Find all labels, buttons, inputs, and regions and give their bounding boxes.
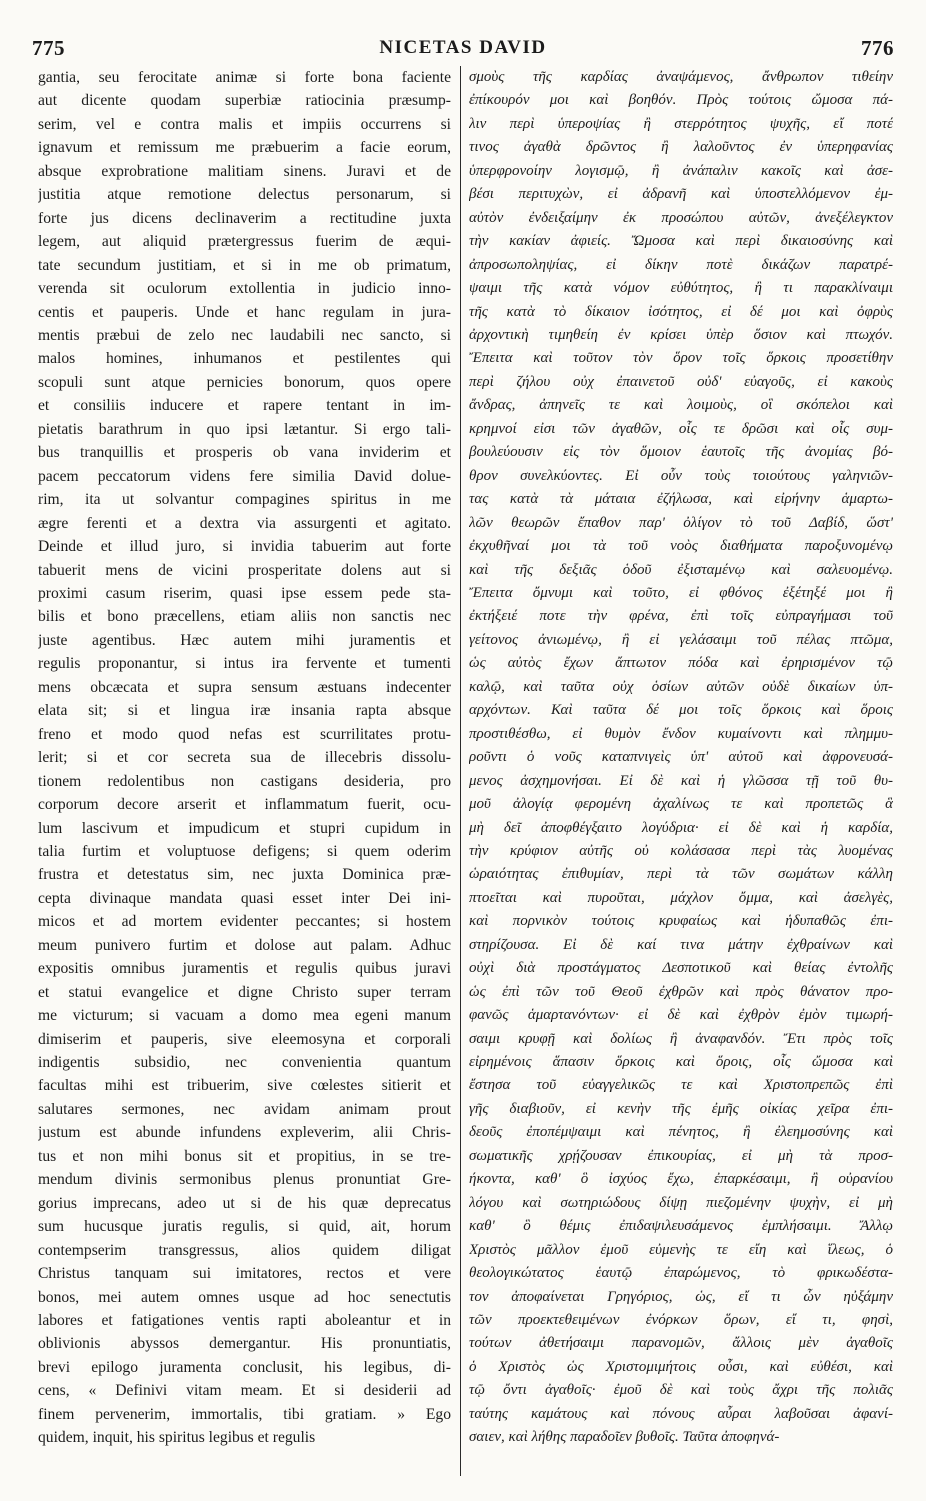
greek-text-line: λῶν θεωρῶν ἔπαθον παρ' ὀλίγον τὸ τοῦ Δαβίδ, ὥστ'	[469, 514, 893, 531]
latin-text-line: mentis præbui de zelo nec laudabili nec sancto, si	[38, 326, 451, 344]
greek-text-line: μοῦ ἀλογίᾳ φερομένη ἀχαλίνως τε καὶ προπετῶς ἃ	[469, 796, 893, 813]
greek-text-line: οὐχὶ διὰ προστάγματος Δεσποτικοῦ καὶ θείας ἐντολῆς	[469, 960, 893, 977]
latin-text-line: pacem peccatorum videns fere similia David dolue-	[38, 467, 451, 485]
greek-text-line: καὶ τῆς δεξιᾶς ὁδοῦ ἐξισταμένῳ καὶ σαλευομένῳ.	[469, 561, 893, 578]
latin-text-line: sum hucusque juratis regulis, si quid, ait, horum	[38, 1218, 451, 1236]
latin-text-line: salutares sermones, nec avidam animam prout	[38, 1100, 451, 1118]
latin-text-line: dimiserim et pauperis, sive eleemosyna et corporali	[38, 1030, 451, 1048]
greek-text-line: μὴ δεῖ ἀποφθέγξαιτο λογύδρια· εἰ δὲ καὶ ἡ καρδία,	[469, 819, 893, 836]
greek-text-line: τὴν κακίαν ἀφιείς. Ὤμοσα καὶ περὶ δικαιοσύνης καὶ	[469, 233, 893, 250]
greek-text-line: εἰρημένοις ἅπασιν ὅρκοις καὶ ὅροις, οἷς ὤμοσα καὶ	[469, 1054, 893, 1071]
greek-text-line: στηρίζουσα. Εἰ δὲ καί τινα μάτην ἐχθραίνων καὶ	[469, 936, 893, 953]
greek-text-line: Ἔπειτα καὶ τοῦτον τὸν ὅρον τοῖς ὅρκοις προσετίθην	[469, 350, 893, 367]
latin-text-line: scopuli sunt atque pernicies bonorum, quos opere	[38, 373, 451, 391]
greek-text-line: ὁ Χριστὸς ὡς Χριστομιμήτοις οὖσι, καὶ εὐθέσι, καὶ	[469, 1358, 893, 1375]
greek-text-line: ὑπερφρονοίην λογισμῷ, ἢ ἀνάπαλιν κακοῖς καὶ ἀσε-	[469, 162, 893, 179]
latin-text-line: forte jus dicens declinaverim a rectitudine juxta	[38, 209, 451, 227]
greek-text-line: ταύτης καμάτους καὶ πόνους αὖραι λαβοῦσαι ἀφανί-	[469, 1405, 893, 1422]
greek-text-line: ψαιμι τῆς κατὰ νόμον εὐθύτητος, ἢ τι παρακλίναιμι	[469, 280, 893, 297]
greek-text-line: ἀρχοντικὴ τιμηθείη ἐν κρίσει ὑπὲρ ὅσιον καὶ πτωχόν.	[469, 326, 893, 343]
latin-text-line: centis et pauperis. Unde et hanc regulam in jura-	[38, 303, 451, 321]
greek-column	[469, 66, 893, 1450]
latin-text-line: malos homines, inhumanos et pestilentes qui	[38, 350, 451, 368]
greek-text-line: βέσι περιτυχὼν, εἰ ἀδρανῆ καὶ ὑποστελλόμενον ἐμ-	[469, 186, 893, 203]
greek-text-line: κρημνοί εἰσι τῶν ἀγαθῶν, οἷς τε δρῶσι καὶ οἷς συμ-	[469, 420, 893, 437]
latin-text-line: Deinde et illud juro, si invidia tabuerim aut forte	[38, 538, 451, 556]
greek-text-line: προστιθέσθω, εἰ θυμὸν ἔνδον κυμαίνοντι καὶ πλημμυ-	[469, 725, 893, 742]
greek-text-line: λιν περὶ ὑπεροψίας ἢ στερρότητος ψυχῆς, εἴ ποτέ	[469, 115, 893, 132]
latin-text-line: rim, ita ut solvantur compagines spiritus in me	[38, 491, 451, 509]
latin-text-line: corporum decore arserit et inflammatum fuerit, ocu-	[38, 796, 451, 814]
greek-text-line: ἐπίκουρόν μοι καὶ βοηθόν. Πρὸς τούτοις ὤμοσα πά-	[469, 92, 893, 109]
greek-text-line: τας κατὰ τὰ μάταια ἐζήλωσα, καὶ εἰρήνην ἁμαρτω-	[469, 491, 893, 508]
latin-text-line: expositis omnibus juramentis et regulis quibus juravi	[38, 960, 451, 978]
greek-text-line: τῷ ὄντι ἀγαθοῖς· ἐμοῦ δὲ καὶ τοὺς ἄχρι τῆς πολιᾶς	[469, 1382, 893, 1399]
latin-text-line: serim, vel e contra malis et impiis occurrens si	[38, 115, 451, 133]
latin-text-line: justum est abunde infundens expleverim, alii Chris-	[38, 1124, 451, 1142]
greek-text-line: τὴν κρύφιον αὐτῆς οὐ κολάσασα περὶ τὰς λυομένας	[469, 842, 893, 859]
greek-text-line: ὡς ἐπὶ τῶν τοῦ Θεοῦ ἐχθρῶν καὶ πρὸς θάνατον προ-	[469, 983, 893, 1000]
greek-text-line: λόγου καὶ σωτηριώδους δίψῃ πιεζομένην ψυχὴν, εἰ μὴ	[469, 1194, 893, 1211]
greek-text-line: Χριστὸς μᾶλλον ἐμοῦ εὐμενὴς τε εἴη καὶ ἵλεως, ὁ	[469, 1241, 893, 1258]
latin-text-line: proximi casum riserim, quasi ipse essem pede sta-	[38, 584, 451, 602]
right-page-number: 776	[860, 35, 894, 60]
greek-text-line: βουλεύουσιν εἰς τὸν ὅμοιον ἑαυτοῖς τῆς ἀνομίας βό-	[469, 444, 893, 461]
latin-text-line: Christus tanquam sui imitatores, rectos et vere	[38, 1265, 451, 1283]
running-title: NICETAS DAVID	[379, 37, 547, 58]
latin-text-line: tate secundum justitiam, et si in me ob primatum,	[38, 256, 451, 274]
latin-text-line: oblivionis abyssos demergantur. His pronuntiatis,	[38, 1335, 451, 1353]
greek-text-line: σμοὺς τῆς καρδίας ἀναψάμενος, ἄνθρωπον τιθείην	[469, 69, 893, 85]
greek-text-line: ὡς αὐτὸς ἔχων ἄπτωτον πόδα καὶ ἐρηρισμένον τῷ	[469, 655, 893, 672]
latin-text-line: micos et ad mortem evidenter peccantes; si hostem	[38, 913, 451, 931]
latin-text-line: cepta divinaque mandata quasi esset inter Dei ini-	[38, 889, 451, 907]
column-divider	[460, 66, 461, 1476]
greek-text-line: καθ' ὃ θέμις ἐπιδαψιλευσάμενος ἐμπλήσαιμι. Ἄλλῳ	[469, 1218, 893, 1235]
latin-text-line: mendum divinis sermonibus plenus pronuntiat Gre-	[38, 1171, 451, 1189]
latin-text-line: verenda sit oculorum extollentia in judicio inno-	[38, 280, 451, 298]
latin-text-line: meum punivero furtim et dolose aut palam. Adhuc	[38, 936, 451, 954]
greek-text-line: ἐκχυθῆναί μοι τὰ τοῦ νοὸς διαθήματα παροξυνομένῳ	[469, 538, 893, 555]
left-page-number: 775	[32, 35, 65, 60]
latin-text-line: frustra et detestatus sim, nec juxta Dominica præ-	[38, 866, 451, 884]
greek-text-line: τῆς κατὰ τὸ δίκαιον ἰσότητος, εἰ δέ μοι καὶ ὀφρὺς	[469, 303, 893, 320]
greek-text-line: Ἔπειτα ὄμνυμι καὶ τοῦτο, εἰ φθόνος ἐξέτηξέ μοι ἢ	[469, 584, 893, 601]
latin-text-line: gantia, seu ferocitate animæ si forte bona faciente	[38, 69, 451, 86]
greek-text-line: τινος ἀγαθὰ δρῶντος ἢ λαλοῦντος ἐν ὑπερηφανίας	[469, 139, 893, 156]
latin-text-line: bus tranquillis et prosperis ob vana inviderim et	[38, 444, 451, 462]
latin-text-line: bilis et bono præcellens, etiam aliis non sanctis nec	[38, 608, 451, 626]
greek-text-line: σωματικῆς χρῄζουσαν ἐπικουρίας, εἰ μὴ τὰ προσ-	[469, 1147, 893, 1164]
latin-text-line: absque exprobratione malitiam sinens. Juravi et de	[38, 162, 451, 180]
latin-text-line: elata sit; si et lingua iræ insania rapta absque	[38, 702, 451, 720]
latin-text-line: quidem, inquit, his spiritus legibus et regulis	[38, 1429, 316, 1447]
latin-text-line: lerit; si et cor secreta sua de illecebris dissolu-	[38, 749, 451, 767]
greek-text-line: ἐκτήξειέ ποτε τὴν φρένα, ἐπὶ τοῖς εὐπραγήμασι τοῦ	[469, 608, 893, 625]
greek-text-line: ἄνδρας, ἀπηνεῖς τε καὶ λοιμοὺς, οἳ σκόπελοι καὶ	[469, 397, 893, 414]
greek-text-line: μενος ἀσχημονήσαι. Εἰ δὲ καὶ ἡ γλῶσσα τῇ τοῦ θυ-	[469, 772, 893, 789]
latin-text-line: tionem redolentibus non castigans desideria, pro	[38, 772, 451, 790]
greek-text-line: ἀπροσωποληψίας, εἰ δίκην ποτὲ δικάζων παρατρέ-	[469, 256, 893, 273]
latin-text-line: brevi epilogo juramenta conclusit, his legibus, di-	[38, 1358, 451, 1376]
greek-text-line: αρχόντων. Καὶ ταῦτα δέ μοι τοῖς ὅρκοις καὶ ὅροις	[469, 702, 893, 719]
greek-text-line: σαιεν, καὶ λήθης παραδοῖεν βυθοῖς. Ταῦτα ἀποφηνά-	[469, 1429, 780, 1446]
greek-text-line: δεοῦς ἐποπέμψαιμι καὶ πένητος, ἢ ἐλεημοσύνης καὶ	[469, 1124, 893, 1141]
greek-text-line: καὶ πορνικὸν τούτοις κρυφαίως καὶ ἡδυπαθῶς ἐπι-	[469, 913, 893, 930]
greek-text-line: ὡραιότητας ἐπιθυμίαν, περὶ τὰ τῶν σωμάτων κάλλη	[469, 866, 893, 883]
latin-text-line: et consiliis inducere et rapere tentant in im-	[38, 397, 451, 415]
latin-text-line: tabuerit mens de vicini prosperitate dolens aut si	[38, 561, 451, 579]
greek-text-line: περὶ ζήλου οὐχ ἐπαινετοῦ οὐδ' εὐαγοῦς, εἰ κακοὺς	[469, 373, 893, 390]
latin-text-line: lum lascivum et impudicum et stupri cupidum in	[38, 819, 451, 837]
latin-text-line: justitia atque remotione delectus personarum, si	[38, 186, 451, 204]
latin-text-line: aut dicente quodam superbiæ ratiocinia præsump-	[38, 92, 451, 110]
greek-text-line: τῶν προεκτεθειμένων ἐνόρκων ὅρων, εἴ τι, φησὶ,	[469, 1312, 893, 1329]
latin-text-line: ægre ferenti et a dextra via assurgenti et agitato.	[38, 514, 451, 532]
latin-text-line: ignavum et remissum me præbuerim a facie eorum,	[38, 139, 451, 157]
latin-text-line: contempserim transgressus, alios quidem diligat	[38, 1241, 451, 1259]
greek-text-line: θρον συνελκύοντες. Εἰ οὖν τοὺς τοιούτους γαληνιῶν-	[469, 467, 893, 484]
latin-text-line: et statui evangelice et digne Christo super terram	[38, 983, 451, 1001]
latin-text-line: finem pervenerim, immortalis, tibi gratiam. » Ego	[38, 1405, 451, 1423]
greek-text-line: τον ἀποφαίνεται Γρηγόριος, ὡς, εἴ τι ὧν ηὐξάμην	[469, 1288, 893, 1305]
greek-text-line: γείτονος ἀνιωμένῳ, ἢ εἰ γελάσαιμι τοῦ πέλας πτῶμα,	[469, 631, 893, 648]
greek-text-line: ροῦντι ὁ νοῦς καταπνιγεὶς ὑπ' αὐτοῦ καὶ ἀφρονευσά-	[469, 749, 893, 766]
latin-text-line: me victurum; si vacuam a domo mea egeni manum	[38, 1007, 451, 1025]
latin-text-line: indigentis subsidio, nec convenientia quantum	[38, 1054, 451, 1072]
greek-text-line: θεολογικώτατος ἑαυτῷ ἐπαρώμενος, τὸ φρικωδέστα-	[469, 1265, 893, 1282]
latin-text-line: bonos, mei autem omnes usque ad hoc senectutis	[38, 1288, 451, 1306]
latin-text-line: labores et fatigationes ventis rapti aboleantur et in	[38, 1312, 451, 1330]
latin-text-line: pietatis barathrum in quo ipsi lætantur. Si ergo tali-	[38, 420, 451, 438]
latin-text-line: regulis proponantur, si intus ira fervente et tumenti	[38, 655, 451, 673]
greek-text-line: πτοεῖται καὶ πυροῦται, μάχλον ὄμμα, καὶ ἀσελγὲς,	[469, 889, 893, 906]
greek-text-line: σαιμι κρυφῇ καὶ δολίως ἢ ἀναφανδόν. Ἔτι πρὸς τοῖς	[469, 1030, 893, 1047]
greek-text-line: ήκοντα, καθ' ὃ ἰσχύος ἔχω, ἐπαρκέσαιμι, ἢ οὐρανίου	[469, 1171, 893, 1188]
latin-text-line: gorius imprecans, adeo ut si de his quæ deprecatus	[38, 1194, 451, 1212]
latin-text-line: mens obcæcata et supra sensum æstuans indecenter	[38, 678, 451, 696]
latin-text-line: tus et non mihi bonus sit et propitius, in se tre-	[38, 1147, 451, 1165]
latin-text-line: facultas mihi est tribuerim, sive cœlestes sitierit et	[38, 1077, 451, 1095]
latin-column	[38, 66, 451, 1450]
latin-text-line: juste agentibus. Hæc autem mihi juramentis et	[38, 631, 451, 649]
latin-text-line: freno et modo quod nefas est scurrilitates protu-	[38, 725, 451, 743]
latin-text-line: talia furtim et voluptuose defigens; si quem oderim	[38, 842, 451, 860]
latin-text-line: legem, aut aliquid prætergressus fuerim de æqui-	[38, 233, 451, 251]
latin-text-line: cens, « Definivi vitam meam. Et si desiderii ad	[38, 1382, 451, 1400]
greek-text-line: γῆς διαβιοῦν, εἰ κενὴν τῆς ἐμῆς οἰκίας χεῖρα ἐπι-	[469, 1100, 893, 1117]
greek-text-line: τούτων ἀθετήσαιμι παρανομῶν, ἄλλοις μὲν ἀγαθοῖς	[469, 1335, 893, 1352]
greek-text-line: αὐτὸν ἐνδειξαίμην ἐκ προσώπου αὐτῶν, ἀνεξέλεγκτον	[469, 209, 893, 226]
greek-text-line: καλῷ, καὶ ταῦτα οὐχ ὁσίων αὐτῶν οὐδὲ δικαίων ὑπ-	[469, 678, 893, 695]
running-header	[32, 33, 894, 63]
greek-text-line: ἔστησα τοῦ εὐαγγελικῶς τε καὶ Χριστοπρεπῶς ἐπὶ	[469, 1077, 893, 1094]
greek-text-line: φανῶς ἁμαρτανόντων· εἰ δὲ καὶ ἐχθρὸν ἐμὸν τιμωρή-	[469, 1007, 893, 1024]
